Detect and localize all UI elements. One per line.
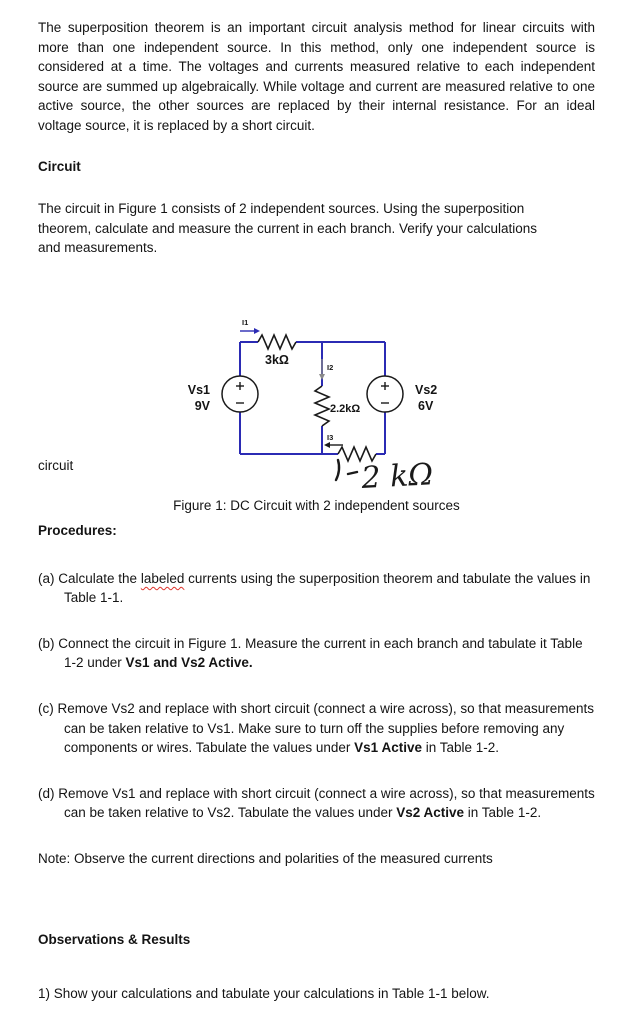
procedure-label: (a) (38, 570, 55, 586)
procedure-item-c (38, 699, 595, 758)
circuit-wires (240, 342, 385, 454)
observations-heading: Observations & Results (38, 932, 191, 948)
vs2-name: Vs2 (415, 382, 438, 397)
note-line: Note: Observe the current directions and polarities of the measured currents (38, 850, 493, 866)
procedure-item-b (38, 634, 595, 673)
resistor-3k (258, 335, 296, 349)
vs2-value: 6V (418, 398, 434, 413)
results-instruction: 1) Show your calculations and tabulate your calculations in Table 1-1 below. (38, 985, 490, 1001)
handwritten-value: 2 kΩ (360, 456, 435, 496)
procedure-text: Connect the circuit in Figure 1. Measure the current in each branch and tabulate it Table 1-2 under Vs1 and Vs2 Active. (58, 635, 583, 671)
procedure-label: (c) (38, 701, 54, 716)
resistor-3k-label: 3kΩ (265, 352, 289, 367)
misspelled-word: labeled (140, 570, 185, 586)
procedure-text: Remove Vs1 and replace with short circuit (connect a wire across), so that measurements can be taken relative to Vs2. Tabulate the values under Vs2 Active in Table 1-2. (58, 785, 595, 821)
i3-label: I3 (327, 432, 334, 442)
i2-label: I2 (327, 362, 334, 372)
procedure-label: (d) (38, 785, 55, 801)
procedure-item-a (38, 569, 595, 608)
resistor-2k2-label: 2.2kΩ (330, 402, 361, 415)
current-arrow-i3 (324, 433, 343, 448)
voltage-source-vs2 (367, 376, 437, 413)
current-arrow-i1 (240, 318, 260, 334)
procedure-label: (b) (38, 635, 55, 651)
resistor-bottom (338, 447, 376, 461)
handwritten-resistance-annotation (336, 457, 434, 496)
circuit-side-label: circuit (38, 457, 74, 473)
procedure-text: Remove Vs2 and replace with short circuit (connect a wire across), so that measurements can be taken relative to Vs1. Make sure to turn off the supplies before removing any components or wires. Tabulate the values under Vs1 Active in Table 1-2. (57, 701, 594, 756)
procedure-item-d (38, 784, 595, 823)
figure-1 (38, 314, 595, 516)
procedure-text: Calculate the labeled currents using the superposition theorem and tabulate the values in Table 1-1. (58, 570, 591, 606)
voltage-source-vs1 (188, 376, 258, 413)
vs1-value: 9V (194, 398, 210, 413)
circuit-section-heading: Circuit (38, 159, 81, 175)
vs1-name: Vs1 (187, 382, 210, 397)
i1-label: I1 (242, 317, 249, 327)
resistor-2k2 (315, 386, 329, 426)
figure-caption: Figure 1: DC Circuit with 2 independent sources (173, 497, 460, 513)
circuit-description: The circuit in Figure 1 consists of 2 independent sources. Using the superposition theorem, calculate and measure the current in each branch. Verify your calculations and measurements. (38, 200, 538, 256)
circuit-diagram (38, 314, 595, 496)
procedures-heading: Procedures: (38, 523, 117, 539)
intro-paragraph: The superposition theorem is an important circuit analysis method for linear circuits with more than one independent source. In this method, only one independent source is considered at a time. The voltages and currents measured relative to each independent source are summed up algebraically. While voltage and current are measured relative to one active source, the other sources are replaced by their internal resistance. For an ideal voltage source, it is replaced by a short circuit. (38, 20, 595, 133)
